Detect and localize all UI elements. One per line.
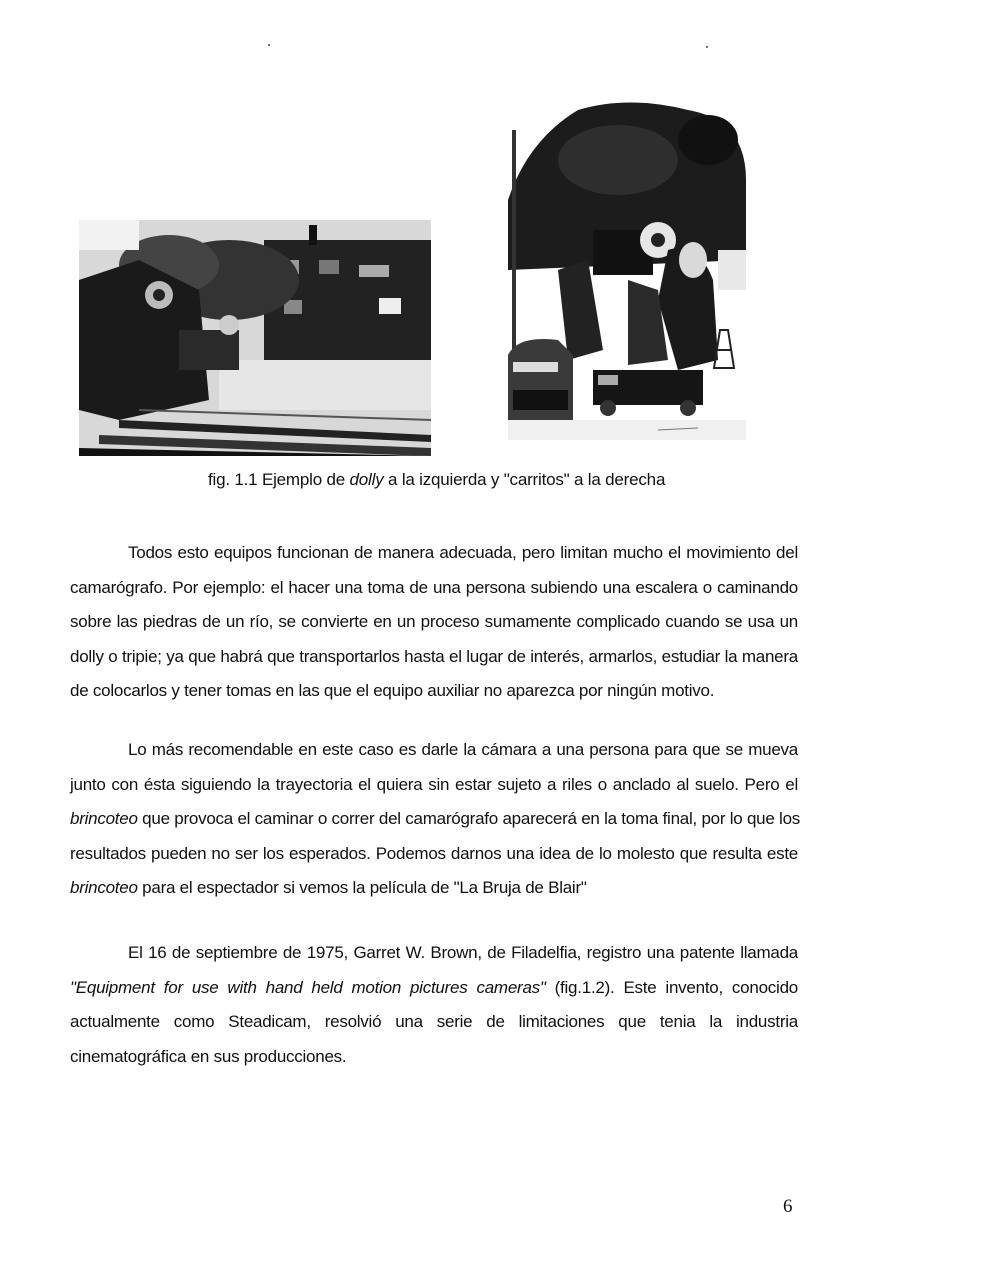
emphasis-brincoteo: brincoteo — [70, 809, 138, 828]
text-line: cinematográfica en sus producciones. — [70, 1046, 347, 1066]
text-line — [70, 971, 798, 1006]
carritos-photo-image — [508, 100, 746, 440]
text-line: junto con ésta siguiendo la trayectoria el quiera sin estar sujeto a riles o anclado al suelo. Pero el — [70, 774, 798, 794]
text-segment: (fig.1.2). Este invento, conocido — [545, 977, 798, 997]
emphasis-brincoteo: brincoteo — [70, 878, 138, 897]
page-number: 6 — [783, 1196, 793, 1217]
paragraph-2 — [70, 733, 801, 906]
paragraph-1 — [70, 536, 798, 709]
text-line: Lo más recomendable en este caso es darle la cámara a una persona para que se mueva — [128, 740, 798, 759]
caption-text: a la izquierda y "carritos" a la derecha — [383, 470, 666, 489]
figure-label: fig. 1.1 — [208, 470, 258, 489]
text-line: El 16 de septiembre de 1975, Garret W. Brown, de Filadelfia, registro una patente llamada — [128, 943, 798, 962]
text-line: dolly o tripie; ya que habrá que transportarlos hasta el lugar de interés, armarlos, estudiar la manera — [70, 646, 798, 666]
scan-speck — [268, 44, 270, 46]
text-line: de colocarlos y tener tomas en las que el equipo auxiliar no aparezca por ningún motivo. — [70, 681, 715, 700]
text-line — [70, 802, 801, 837]
text-line — [70, 871, 798, 906]
scan-speck — [706, 46, 708, 48]
carritos-photo — [508, 100, 746, 440]
text-line: sobre las piedras de un río, se convierte en un proceso sumamente complicado cuando se usa un — [70, 612, 798, 631]
dolly-photo — [79, 220, 431, 456]
caption-emphasis: dolly — [349, 470, 384, 489]
figure-caption — [208, 470, 665, 490]
text-line: camarógrafo. Por ejemplo: el hacer una toma de una persona subiendo una escalera o caminando — [70, 577, 798, 597]
text-segment: para el espectador si vemos la película de "La Bruja de Blair" — [137, 878, 587, 897]
patent-title: "Equipment for use with hand held motion pictures cameras" — [70, 977, 546, 997]
text-line: Todos esto equipos funcionan de manera adecuada, pero limitan mucho el movimiento del — [128, 543, 798, 562]
dolly-photo-image — [79, 220, 431, 456]
text-line: actualmente como Steadicam, resolvió una serie de limitaciones que tenia la industria — [70, 1012, 798, 1031]
text-line: resultados pueden no ser los esperados. Podemos darnos una idea de lo molesto que resulta este — [70, 843, 798, 863]
text-segment: que provoca el caminar o correr del camarógrafo aparecerá en la toma final, por lo que los — [137, 809, 801, 828]
paragraph-3 — [70, 936, 798, 1074]
caption-text: Ejemplo de — [257, 470, 350, 489]
